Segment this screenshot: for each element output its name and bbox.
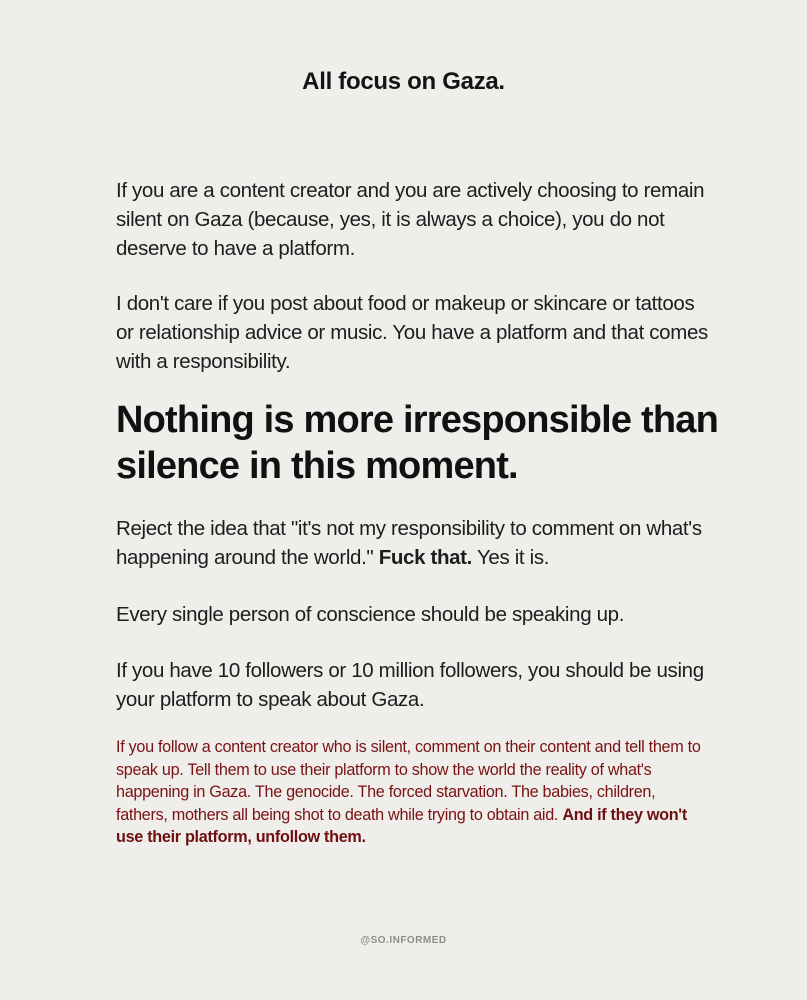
- paragraph-reject-idea-text: Reject the idea that "it's not my responsibility to comment on what's happening around the world.": [116, 517, 702, 569]
- footer-handle: @SO.INFORMED: [360, 935, 447, 946]
- paragraph-content-creator: If you are a content creator and you are actively choosing to remain silent on Gaza (because, yes, it is always a choice), you do not deserve to have a platform.: [116, 179, 705, 260]
- paragraph-reject-idea-tail: Yes it is.: [472, 546, 550, 569]
- paragraph-conscience: Every single person of conscience should be speaking up.: [116, 603, 625, 626]
- paragraph-reject-idea: [116, 514, 716, 572]
- paragraph-responsibility: I don't care if you post about food or makeup or skincare or tattoos or relationship advice or music. You have a platform and that comes with a responsibility.: [116, 292, 708, 373]
- call-to-action-bold: And if they won't use their platform, unfollow them.: [116, 805, 687, 846]
- paragraph-followers: If you have 10 followers or 10 million followers, you should be using your platform to speak about Gaza.: [116, 659, 704, 711]
- call-to-action: [116, 736, 706, 849]
- headline: Nothing is more irresponsible than silence in this moment.: [116, 399, 718, 487]
- paragraph-reject-idea-bold: Fuck that.: [378, 546, 473, 569]
- call-to-action-text: If you follow a content creator who is silent, comment on their content and tell them to speak up. Tell them to use their platform to show the world the reality of what's happening in Gaza. The genocide. The forced starvation. The babies, children, fathers, mothers all being shot to death while trying to obtain aid.: [116, 738, 701, 824]
- page-title: All focus on Gaza.: [302, 68, 505, 95]
